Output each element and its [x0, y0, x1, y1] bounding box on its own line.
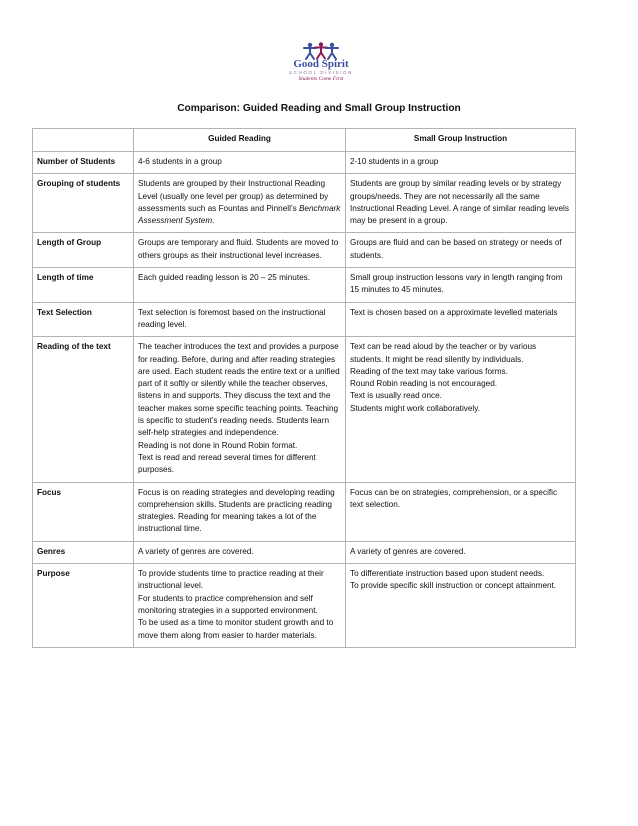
row-label: Text Selection [33, 302, 134, 337]
cell-line: Round Robin reading is not encouraged. [350, 379, 498, 389]
cell-line: Groups are temporary and fluid. Students are moved to others groups as their instructional level increases. [138, 238, 339, 260]
cell-line: Small group instruction lessons vary in length ranging from 15 minutes to 45 minutes. [350, 273, 563, 295]
cell-line: Text is chosen based on a approximate levelled materials [350, 307, 558, 317]
table-row [33, 152, 576, 174]
small-group-cell [346, 268, 576, 303]
row-label: Length of Group [33, 233, 134, 268]
cell-line: Groups are fluid and can be based on strategy or needs of students. [350, 238, 562, 260]
table-row [33, 174, 576, 233]
school-division-logo [283, 42, 359, 94]
header-small-group-instruction: Small Group Instruction [346, 129, 576, 152]
small-group-cell [346, 302, 576, 337]
small-group-cell [346, 482, 576, 541]
guided-cell [134, 541, 346, 563]
cell-text: . [212, 216, 215, 226]
cell-line: Text is usually read once. [350, 391, 442, 401]
cell-line: Text can be read aloud by the teacher or by various students. It might be read silently by individuals. [350, 342, 537, 364]
guided-cell [134, 302, 346, 337]
logo-name: Good Spirit [293, 58, 349, 70]
small-group-cell [346, 541, 576, 563]
table-row [33, 302, 576, 337]
cell-line: A variety of genres are covered. [350, 546, 466, 556]
cell-line: To provide specific skill instruction or concept attainment. [350, 581, 557, 591]
cell-italic-text: Benchmark Assessment System [138, 203, 341, 226]
guided-cell [134, 268, 346, 303]
row-label: Length of time [33, 268, 134, 303]
logo-division: SCHOOL DIVISION [289, 70, 353, 75]
cell-line: To differentiate instruction based upon student needs. [350, 569, 545, 579]
cell-line: Reading is not done in Round Robin format. [138, 440, 298, 450]
small-group-cell [346, 337, 576, 482]
row-label: Number of Students [33, 152, 134, 174]
cell-line: For students to practice comprehension and self monitoring strategies in a supported environment. [138, 593, 318, 615]
small-group-cell [346, 152, 576, 174]
comparison-table [32, 128, 576, 648]
table-row [33, 337, 576, 482]
cell-text: Students are grouped by their Instructional Reading Level (usually one level per group) as determined by assessments such as Fountas and Pinnell’s [138, 179, 329, 213]
logo-tagline: Students Come First [298, 76, 344, 82]
guided-cell [134, 337, 346, 482]
row-label: Genres [33, 541, 134, 563]
table-row [33, 541, 576, 563]
cell-line: To provide students time to practice reading at their instructional level. [138, 569, 324, 591]
guided-cell [134, 233, 346, 268]
document-title: Comparison: Guided Reading and Small Group Instruction [177, 103, 461, 114]
cell-line: Text is read and reread several times for different purposes. [138, 452, 316, 475]
guided-cell [134, 482, 346, 541]
row-label: Reading of the text [33, 337, 134, 482]
small-group-cell [346, 174, 576, 233]
guided-cell [134, 564, 346, 648]
cell-line: Students might work collaboratively. [350, 403, 480, 413]
row-label: Purpose [33, 564, 134, 648]
cell-line: Focus is on reading strategies and developing reading comprehension skills. Students are practicing reading strategies. Reading for meaning takes a lot of the instructional time. [138, 487, 335, 534]
cell-line: 2-10 students in a group [350, 157, 439, 166]
table-row [33, 482, 576, 541]
header-empty [33, 129, 134, 152]
cell-line: Each guided reading lesson is 20 – 25 minutes. [138, 273, 311, 283]
table-header-row [33, 129, 576, 152]
small-group-cell [346, 564, 576, 648]
cell-line: The teacher introduces the text and provides a purpose for reading. Before, during and after reading strategies are used. Each student reads the entire text or a unified part of it softly or silently while the teacher observes, listens in and supports. They discuss the text and the teacher makes some specific teaching points. Teaching is specific to student’s reading needs. Students learn self-help strategies and independence. [138, 342, 340, 438]
guided-cell [134, 152, 346, 174]
cell-line: 4-6 students in a group [138, 157, 222, 166]
cell-line: To be used as a time to monitor student growth and to move them along from easier to harder materials. [138, 618, 334, 640]
header-guided-reading: Guided Reading [134, 129, 346, 152]
row-label: Grouping of students [33, 174, 134, 233]
small-group-cell [346, 233, 576, 268]
cell-line: Reading of the text may take various forms. [350, 366, 508, 376]
cell-line: A variety of genres are covered. [138, 546, 254, 556]
table-row [33, 233, 576, 268]
table-row [33, 564, 576, 648]
guided-cell [134, 174, 346, 233]
cell-line: Focus can be on strategies, comprehension, or a specific text selection. [350, 487, 558, 509]
cell-line: Text selection is foremost based on the instructional reading level. [138, 307, 326, 329]
cell-line: Students are group by similar reading levels or by strategy groups/needs. They are not necessarily all the same Instructional Reading Level. A range of similar reading levels may be present in a group. [350, 179, 569, 226]
row-label: Focus [33, 482, 134, 541]
table-row [33, 268, 576, 303]
